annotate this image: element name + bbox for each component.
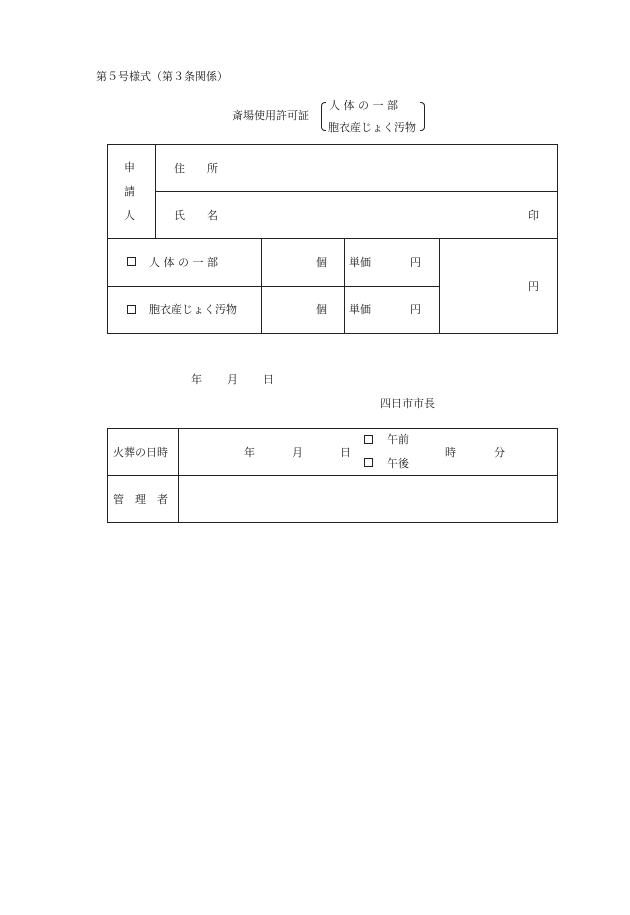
afterbirth-checkbox[interactable] (127, 305, 136, 314)
title-option-afterbirth: 胞衣産じょく汚物 (328, 121, 416, 134)
applicant-label-char-3: 人 (124, 209, 135, 222)
afterbirth-count-unit: 個 (316, 303, 327, 316)
form-title: 斎場使用許可証 (232, 109, 309, 122)
issue-day: 日 (263, 373, 274, 386)
title-right-brace (420, 102, 425, 131)
issuer: 四日市市長 (380, 397, 435, 410)
items-col-divider-1 (261, 238, 262, 334)
cremation-row-divider (107, 475, 557, 476)
cremation-hour: 時 (445, 446, 456, 459)
items-col-divider-3 (439, 238, 440, 334)
name-label: 氏 名 (174, 209, 218, 222)
applicant-label-char-1: 申 (124, 161, 135, 174)
am-label: 午前 (387, 433, 409, 446)
issue-year: 年 (191, 373, 202, 386)
afterbirth-label: 胞衣産じょく汚物 (149, 303, 237, 316)
applicant-label-char-2: 請 (124, 185, 135, 198)
am-checkbox[interactable] (364, 435, 373, 444)
manager-label: 管 理 者 (113, 493, 168, 506)
body-part-unit-price-label: 単価 (349, 256, 371, 269)
issue-month: 月 (227, 373, 238, 386)
cremation-month: 月 (292, 446, 303, 459)
body-part-checkbox[interactable] (127, 257, 136, 266)
cremation-day: 日 (340, 446, 351, 459)
afterbirth-yen: 円 (410, 303, 421, 316)
cremation-minute: 分 (494, 446, 505, 459)
title-option-body-part: 人 体 の 一 部 (329, 99, 398, 112)
body-part-yen: 円 (410, 256, 421, 269)
cremation-year: 年 (244, 446, 255, 459)
afterbirth-unit-price-label: 単価 (349, 303, 371, 316)
address-label: 住 所 (174, 162, 218, 175)
body-part-label: 人 体 の 一 部 (149, 256, 218, 269)
applicant-row-divider (155, 191, 557, 192)
items-row-divider (107, 286, 440, 287)
body-part-count-unit: 個 (316, 256, 327, 269)
title-left-brace (321, 102, 326, 131)
cremation-datetime-label: 火葬の日時 (113, 446, 168, 459)
seal-label: 印 (528, 209, 539, 222)
pm-checkbox[interactable] (364, 458, 373, 467)
form-number: 第５号様式（第３条関係） (96, 70, 228, 83)
pm-label: 午後 (387, 457, 409, 470)
items-col-divider-2 (344, 238, 345, 334)
total-yen: 円 (528, 280, 539, 293)
